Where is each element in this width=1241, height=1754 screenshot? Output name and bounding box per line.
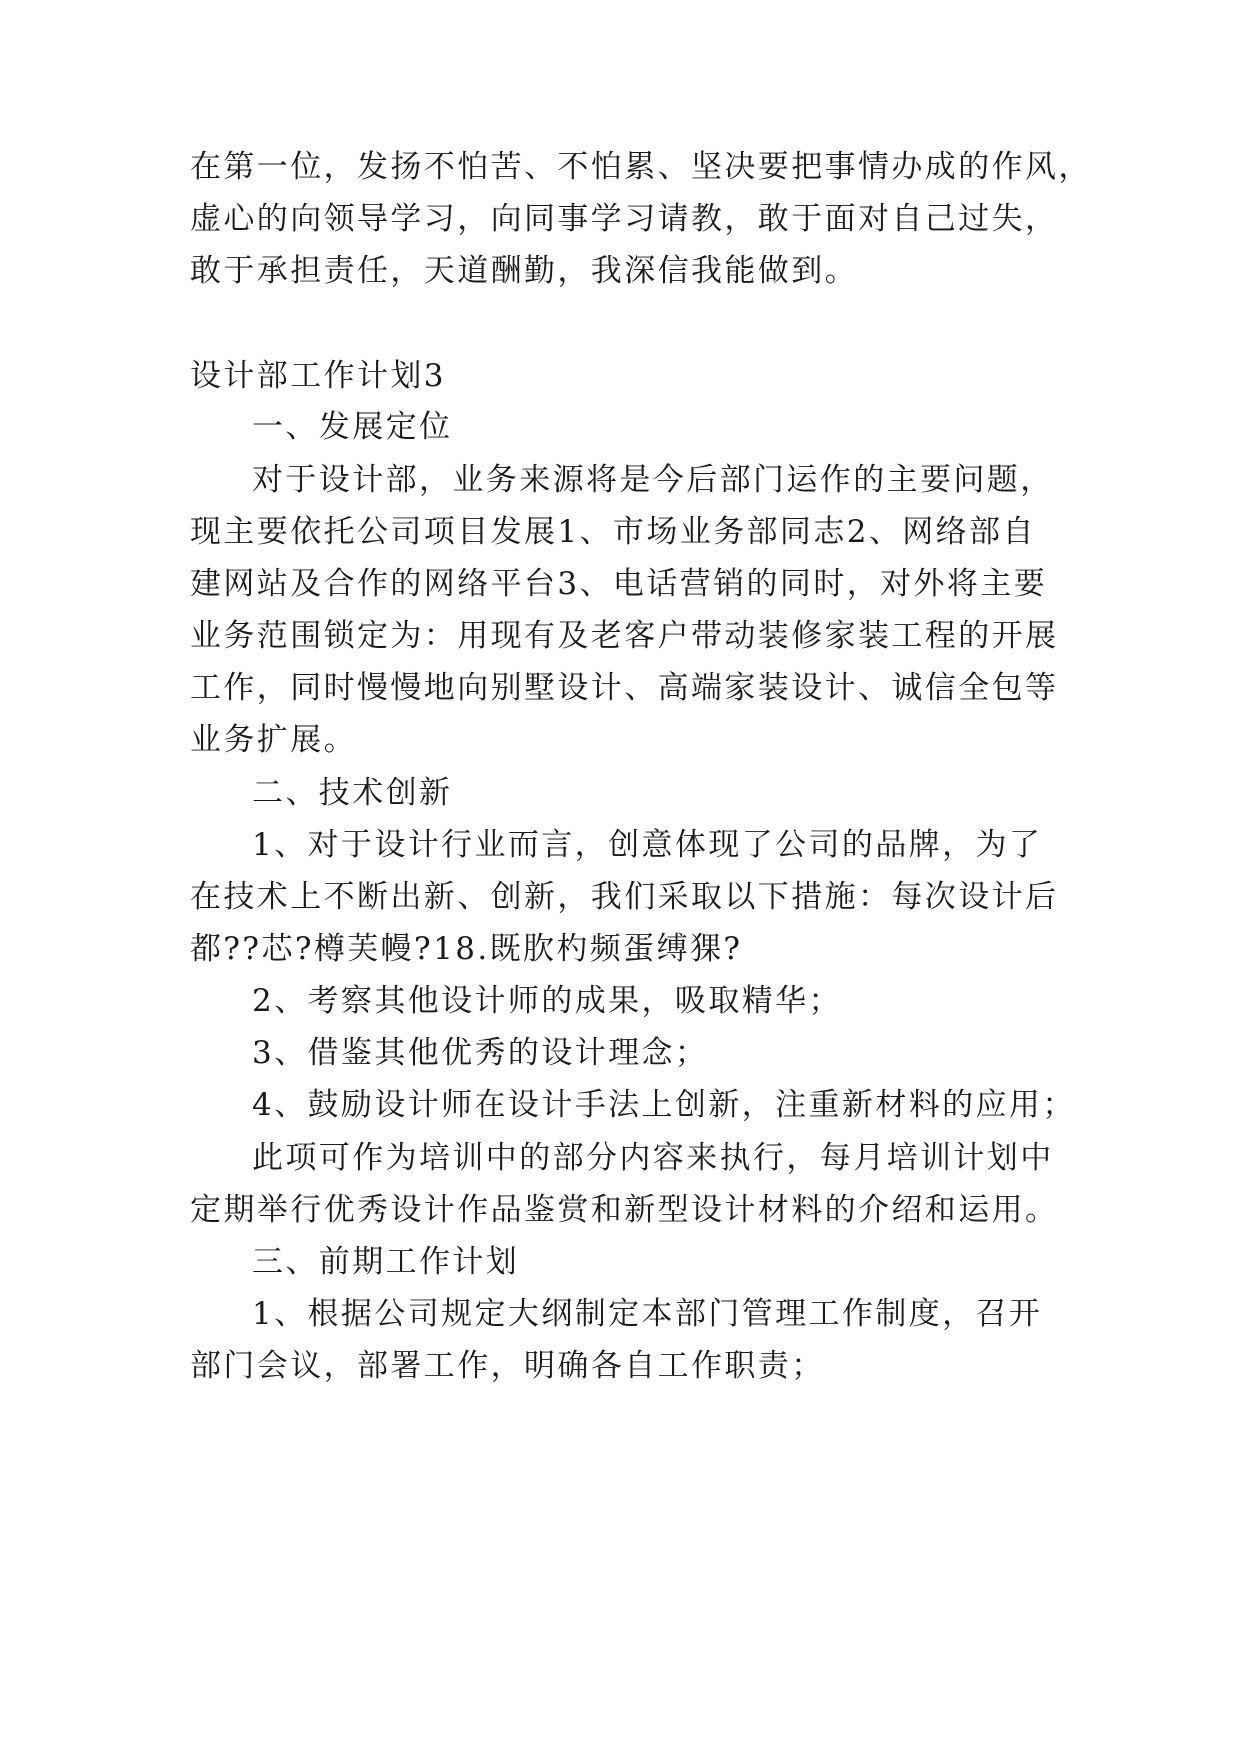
section-title: 设计部工作计划3 [190,358,446,394]
body-text-line: 对于设计部，业务来源将是今后部门运作的主要问题， [252,462,1054,498]
body-text-line: 业务扩展。 [190,722,357,758]
body-text-line: 在第一位，发扬不怕苦、不怕累、坚决要把事情办成的作风， [190,149,1092,185]
body-text-line: 建网站及合作的网络平台3、电话营销的同时，对外将主要 [190,566,1048,602]
body-text-line: 在技术上不断出新、创新，我们采取以下措施：每次设计后 [190,879,1059,915]
body-text-line: 工作，同时慢慢地向别墅设计、高端家装设计、诚信全包等 [190,670,1059,706]
body-text-line: 业务范围锁定为：用现有及老客户带动装修家装工程的开展 [190,618,1059,654]
body-text-line: 现主要依托公司项目发展1、市场业务部同志2、网络部自 [190,514,1036,550]
body-text-line: 敢于承担责任，天道酬勤，我深信我能做到。 [190,253,858,289]
heading-technical-innovation: 二、技术创新 [252,775,453,811]
body-text-line: 定期举行优秀设计作品鉴赏和新型设计材料的介绍和运用。 [190,1192,1059,1228]
list-item: 1、根据公司规定大纲制定本部门管理工作制度，召开 [252,1296,1043,1332]
body-text-line: 此项可作为培训中的部分内容来执行，每月培训计划中 [252,1140,1054,1176]
heading-development-positioning: 一、发展定位 [252,409,453,445]
body-text-line: 虚心的向领导学习，向同事学习请教，敢于面对自己过失， [190,201,1059,237]
list-item: 2、考察其他设计师的成果，吸取精华； [252,983,842,1019]
body-text-line: 都??芯?樽芙幔?18.既肷杓频蛋缚猓? [190,931,743,967]
body-text-line: 部门会议，部署工作，明确各自工作职责； [190,1348,825,1384]
list-item: 1、对于设计行业而言，创意体现了公司的品牌，为了 [252,827,1043,863]
list-item: 4、鼓励设计师在设计手法上创新，注重新材料的应用； [252,1087,1076,1123]
heading-early-work-plan: 三、前期工作计划 [252,1244,520,1280]
list-item: 3、借鉴其他优秀的设计理念； [252,1035,709,1071]
